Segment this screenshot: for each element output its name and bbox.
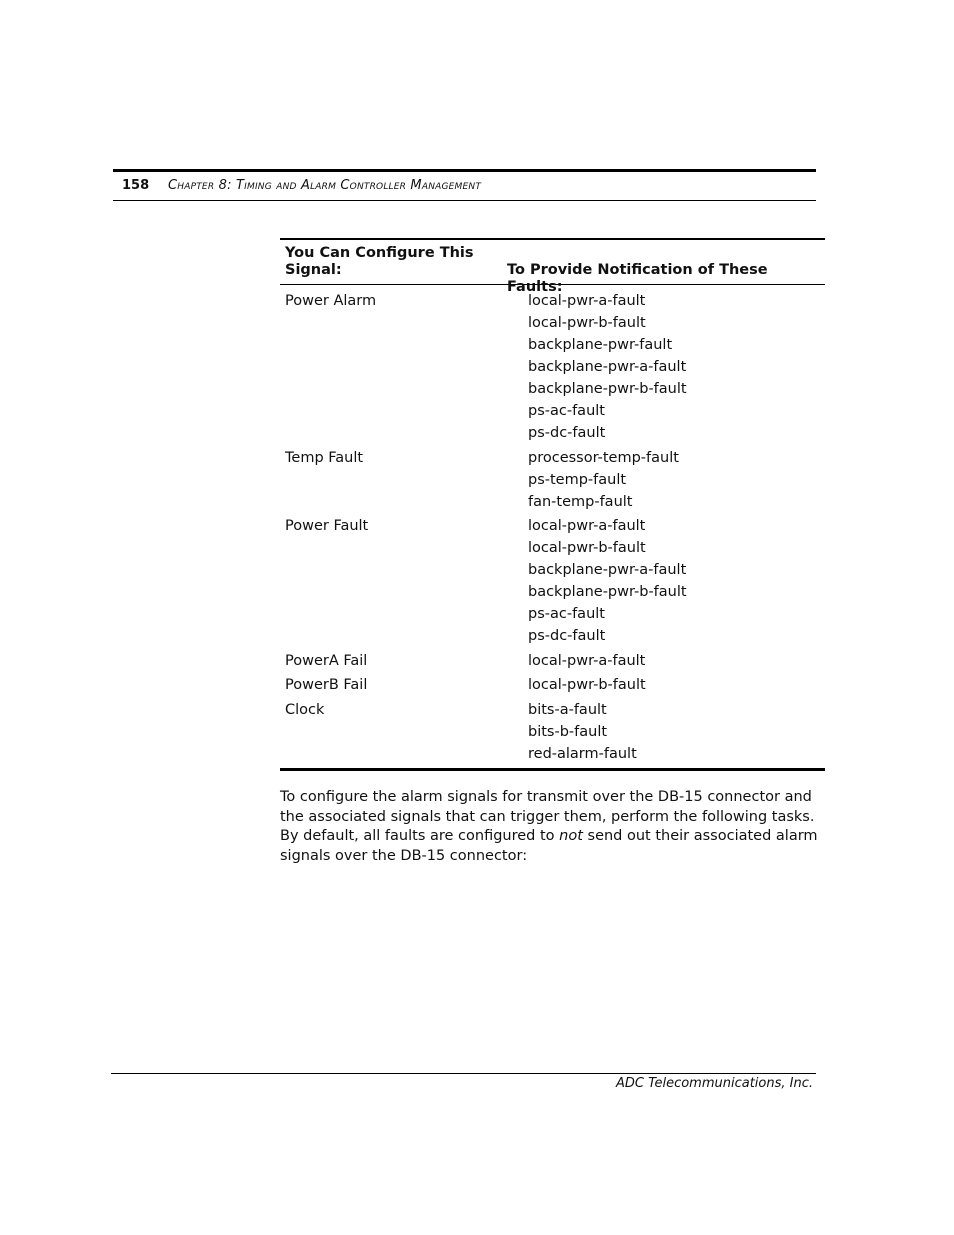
chapter-title: Chapter 8: Timing and Alarm Controller Management xyxy=(168,178,482,193)
footer-company: ADC Telecommunications, Inc. xyxy=(616,1076,813,1091)
signal-fault-table xyxy=(280,238,825,771)
fault-item: local-pwr-a-fault xyxy=(528,293,646,309)
fault-item: local-pwr-b-fault xyxy=(528,540,646,556)
fault-item: backplane-pwr-b-fault xyxy=(528,584,687,600)
fault-list xyxy=(528,515,825,647)
table-row xyxy=(280,444,825,513)
table-row xyxy=(280,672,825,696)
table-bottom-rule xyxy=(280,768,825,771)
fault-item: ps-ac-fault xyxy=(528,403,605,419)
fault-item: ps-temp-fault xyxy=(528,472,627,488)
fault-item: bits-b-fault xyxy=(528,724,608,740)
fault-item: backplane-pwr-a-fault xyxy=(528,562,687,578)
signal-name: Power Alarm xyxy=(285,293,377,309)
table-header xyxy=(280,240,825,295)
header-bottom-rule xyxy=(113,200,816,201)
header-top-rule xyxy=(113,169,816,172)
signal-name: Power Fault xyxy=(285,518,369,534)
table-body xyxy=(280,285,825,765)
fault-list xyxy=(528,650,825,672)
signal-name: Temp Fault xyxy=(285,450,364,466)
signal-name: PowerB Fail xyxy=(285,677,368,693)
fault-item: fan-temp-fault xyxy=(528,494,633,510)
fault-item: local-pwr-a-fault xyxy=(528,518,646,534)
fault-item: ps-ac-fault xyxy=(528,606,605,622)
signal-name: Clock xyxy=(285,702,325,718)
fault-item: local-pwr-b-fault xyxy=(528,677,646,693)
fault-item: ps-dc-fault xyxy=(528,425,606,441)
footer-rule xyxy=(111,1073,816,1074)
fault-item: backplane-pwr-fault xyxy=(528,337,673,353)
fault-item: local-pwr-a-fault xyxy=(528,653,646,669)
table-row xyxy=(280,513,825,647)
paragraph-text-before: To configure the alarm signals for transmit over the DB-15 connector and the associated signals that can trigger them, perform the following tasks. By default, all faults are configured to xyxy=(280,789,815,845)
page-number: 158 xyxy=(122,178,150,193)
signal-name: PowerA Fail xyxy=(285,653,368,669)
fault-item: bits-a-fault xyxy=(528,702,607,718)
fault-item: ps-dc-fault xyxy=(528,628,606,644)
table-row xyxy=(280,285,825,444)
paragraph-text-after: send out their associated alarm signals over the DB-15 connector: xyxy=(280,828,818,864)
fault-item: backplane-pwr-a-fault xyxy=(528,359,687,375)
table-row xyxy=(280,696,825,765)
col-header-signal: You Can Configure This Signal: xyxy=(285,245,474,278)
fault-list xyxy=(528,674,825,696)
table-row xyxy=(280,647,825,672)
fault-item: red-alarm-fault xyxy=(528,746,637,762)
paragraph-emphasis: not xyxy=(559,828,583,845)
fault-item: local-pwr-b-fault xyxy=(528,315,646,331)
col-header-faults: To Provide Notification of These Faults: xyxy=(507,262,768,295)
page-header xyxy=(113,177,816,197)
fault-item: processor-temp-fault xyxy=(528,450,679,466)
fault-list xyxy=(528,447,825,513)
fault-item: backplane-pwr-b-fault xyxy=(528,381,687,397)
fault-list xyxy=(528,290,825,444)
fault-list xyxy=(528,699,825,765)
instruction-paragraph xyxy=(280,788,825,866)
